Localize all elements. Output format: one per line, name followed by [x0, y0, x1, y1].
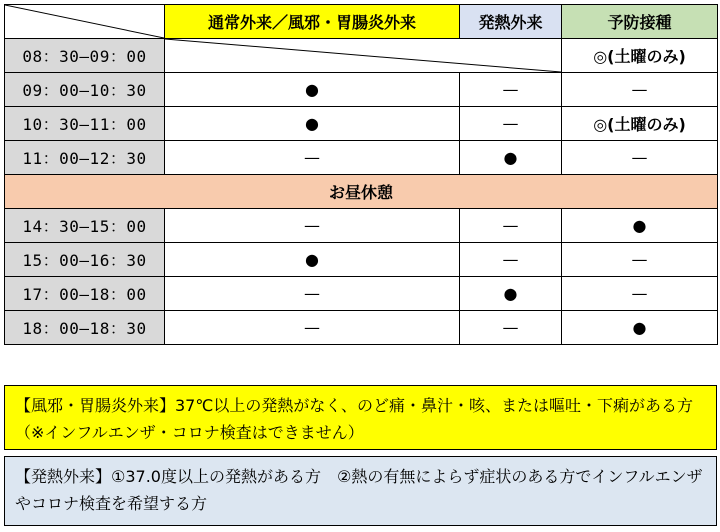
regular-mark: —	[165, 311, 460, 345]
table-row	[5, 107, 718, 141]
fever-mark: ●	[460, 277, 562, 311]
fever-mark: —	[460, 311, 562, 345]
fever-clinic-note: 【発熱外来】①37.0度以上の発熱がある方 ②熱の有無によらず症状のある方でインフルエンザやコロナ検査を希望する方	[4, 456, 717, 526]
vaccination-mark: ●	[562, 311, 718, 345]
break-label: お昼休憩	[5, 175, 718, 209]
time-cell: 08：30—09：00	[5, 39, 165, 73]
fever-mark: —	[460, 243, 562, 277]
vaccination-mark: —	[562, 73, 718, 107]
table-row	[5, 243, 718, 277]
cold-clinic-note: 【風邪・胃腸炎外来】37℃以上の発熱がなく、のど痛・鼻汁・咳、または嘔吐・下痢がある方（※インフルエンザ・コロナ検査はできません）	[4, 385, 717, 450]
regular-mark: ●	[165, 73, 460, 107]
diagonal-line	[5, 5, 164, 38]
table-row	[5, 311, 718, 345]
schedule-table	[4, 4, 718, 345]
header-fever: 発熱外来	[460, 5, 562, 39]
table-row	[5, 141, 718, 175]
empty-cell	[165, 39, 562, 73]
fever-mark: —	[460, 209, 562, 243]
time-cell: 11：00—12：30	[5, 141, 165, 175]
vaccination-mark: —	[562, 277, 718, 311]
table-row	[5, 73, 718, 107]
vaccination-mark: ◎(土曜のみ)	[562, 39, 718, 73]
header-row	[5, 5, 718, 39]
vaccination-mark: —	[562, 243, 718, 277]
header-regular: 通常外来／風邪・胃腸炎外来	[165, 5, 460, 39]
time-cell: 14：30—15：00	[5, 209, 165, 243]
regular-mark: ●	[165, 107, 460, 141]
diagonal-line	[165, 39, 561, 72]
regular-mark: —	[165, 277, 460, 311]
table-row	[5, 39, 718, 73]
regular-mark: —	[165, 209, 460, 243]
time-cell: 15：00—16：30	[5, 243, 165, 277]
time-cell: 18：00—18：30	[5, 311, 165, 345]
fever-mark: ●	[460, 141, 562, 175]
break-row	[5, 175, 718, 209]
vaccination-mark: ◎(土曜のみ)	[562, 107, 718, 141]
vaccination-mark: —	[562, 141, 718, 175]
fever-mark: —	[460, 107, 562, 141]
corner-cell	[5, 5, 165, 39]
table-row	[5, 277, 718, 311]
time-cell: 10：30—11：00	[5, 107, 165, 141]
time-cell: 17：00—18：00	[5, 277, 165, 311]
fever-mark: —	[460, 73, 562, 107]
header-vaccination: 予防接種	[562, 5, 718, 39]
regular-mark: ●	[165, 243, 460, 277]
regular-mark: —	[165, 141, 460, 175]
vaccination-mark: ●	[562, 209, 718, 243]
table-row	[5, 209, 718, 243]
time-cell: 09：00—10：30	[5, 73, 165, 107]
